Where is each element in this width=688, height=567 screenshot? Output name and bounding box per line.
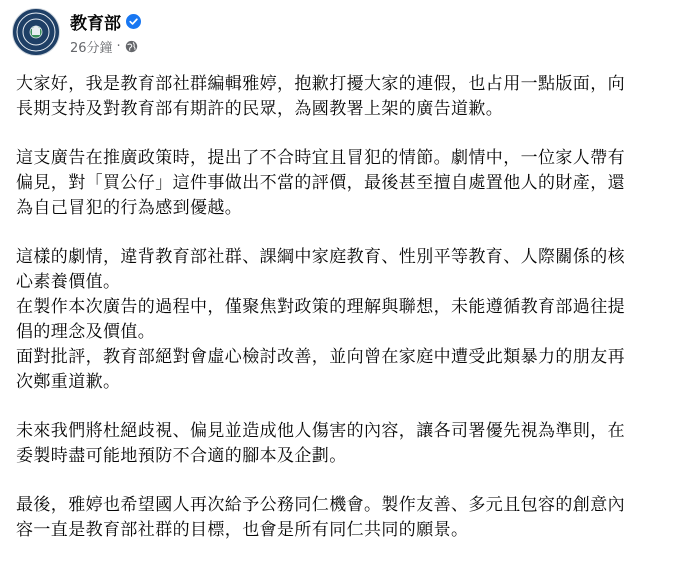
post-paragraph-4: 未來我們將杜絕歧視、偏見並造成他人傷害的內容，讓各司署優先視為準則，在 委製時盡可能地預防不合適的腳本及企劃。 — [16, 421, 625, 466]
post-subline — [70, 37, 141, 56]
post-meta — [70, 9, 141, 56]
post-paragraph-1: 大家好，我是教育部社群編輯雅婷，抱歉打擾大家的連假，也占用一點版面，向 長期支持及對教育部有期許的民眾，為國教署上架的廣告道歉。 — [16, 74, 625, 119]
post-paragraph-5: 最後，雅婷也希望國人再次給予公務同仁機會。製作友善、多元且包容的創意內 容一直是教育部社群的目標，也會是所有同仁共同的願景。 — [16, 495, 625, 540]
meta-separator: · — [116, 38, 121, 54]
verified-badge-icon — [126, 14, 141, 29]
post-header — [12, 8, 141, 56]
moe-seal-logo — [16, 12, 56, 52]
post-timestamp[interactable]: 26分鐘 — [70, 40, 113, 56]
post-paragraph-3: 這樣的劇情，違背教育部社群、課綱中家庭教育、性別平等教育、人際關係的核 心素養價值。 在製作本次廣告的過程中，僅聚焦對政策的理解與聯想，未能遵循教育部過往提 倡的理念及價值。 面對批評，教育部絕對會虛心檢討改善，並向曾在家庭中遭受此類暴力的朋友再 次鄭重道歉。 — [16, 247, 625, 392]
globe-icon[interactable] — [125, 40, 138, 53]
author-row — [70, 9, 141, 34]
page-avatar[interactable] — [12, 8, 60, 56]
post-paragraph-2: 這支廣告在推廣政策時，提出了不合時宜且冒犯的情節。劇情中，一位家人帶有 偏見，對「買公仔」這件事做出不當的評價，最後甚至擅自處置他人的財產，還 為自己冒犯的行為感到優越。 — [16, 148, 625, 218]
post-body — [16, 72, 672, 567]
page-name[interactable]: 教育部 — [70, 13, 121, 34]
